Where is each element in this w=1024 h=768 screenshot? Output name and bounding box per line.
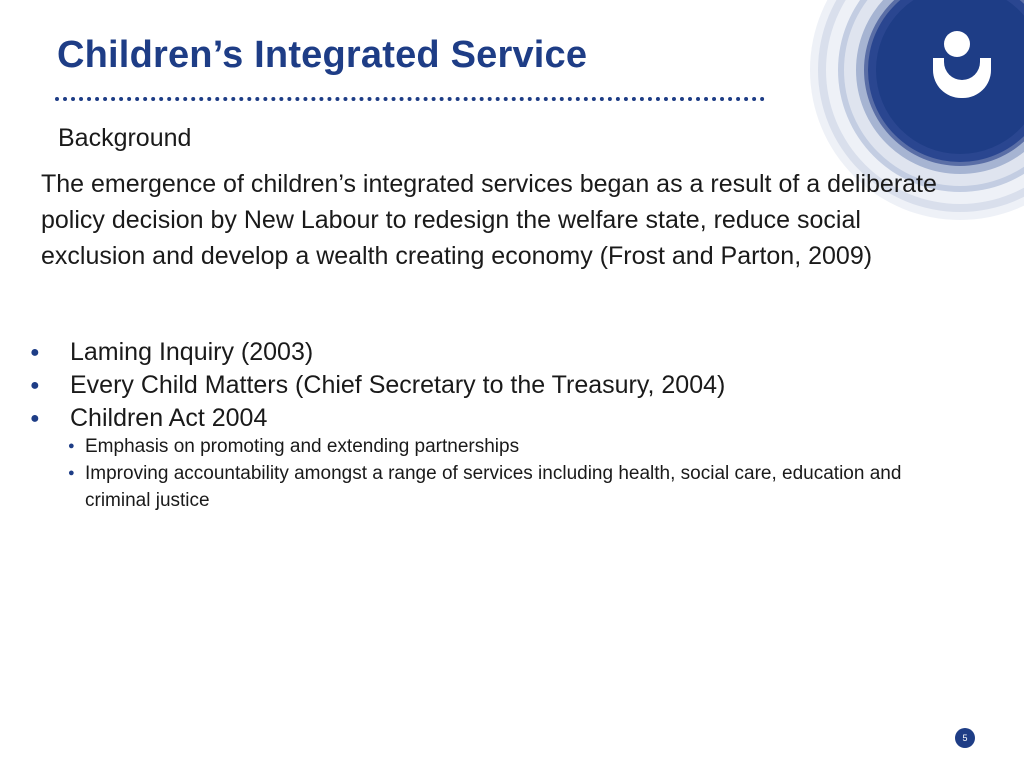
intro-paragraph: The emergence of children’s integrated services began as a result of a deliberate policy decision by New Labour to redesign the welfare state, reduce social exclusion and develop a wealth creating economy (Frost and Parton, 2009) [41, 170, 937, 270]
bullet-dot-icon: ● [68, 440, 75, 452]
bullet-dot-icon: ● [30, 377, 40, 394]
page-title: Children’s Integrated Service [57, 34, 588, 76]
bullet-list [30, 336, 725, 435]
sub-bullet-text: Improving accountability amongst a range of services including health, social care, education and criminal justice [85, 463, 902, 511]
bullet-text: Laming Inquiry (2003) [70, 338, 314, 366]
bullet-text: Children Act 2004 [70, 404, 268, 432]
list-item [30, 402, 725, 435]
bullet-text: Every Child Matters (Chief Secretary to the Treasury, 2004) [70, 371, 726, 399]
logo-dot-shape [944, 31, 970, 57]
sub-bullet-list [68, 433, 928, 514]
list-item [30, 369, 725, 402]
sub-bullet-text: Emphasis on promoting and extending partnerships [85, 436, 520, 457]
bullet-dot-icon: ● [68, 467, 75, 479]
page-number-badge: 5 [955, 728, 975, 748]
title-divider [55, 97, 765, 101]
bullet-dot-icon: ● [30, 410, 40, 427]
list-item [30, 336, 725, 369]
bullet-dot-icon: ● [30, 344, 40, 361]
sub-list-item [68, 460, 928, 514]
section-subheading: Background [58, 124, 192, 152]
sub-list-item [68, 433, 928, 460]
